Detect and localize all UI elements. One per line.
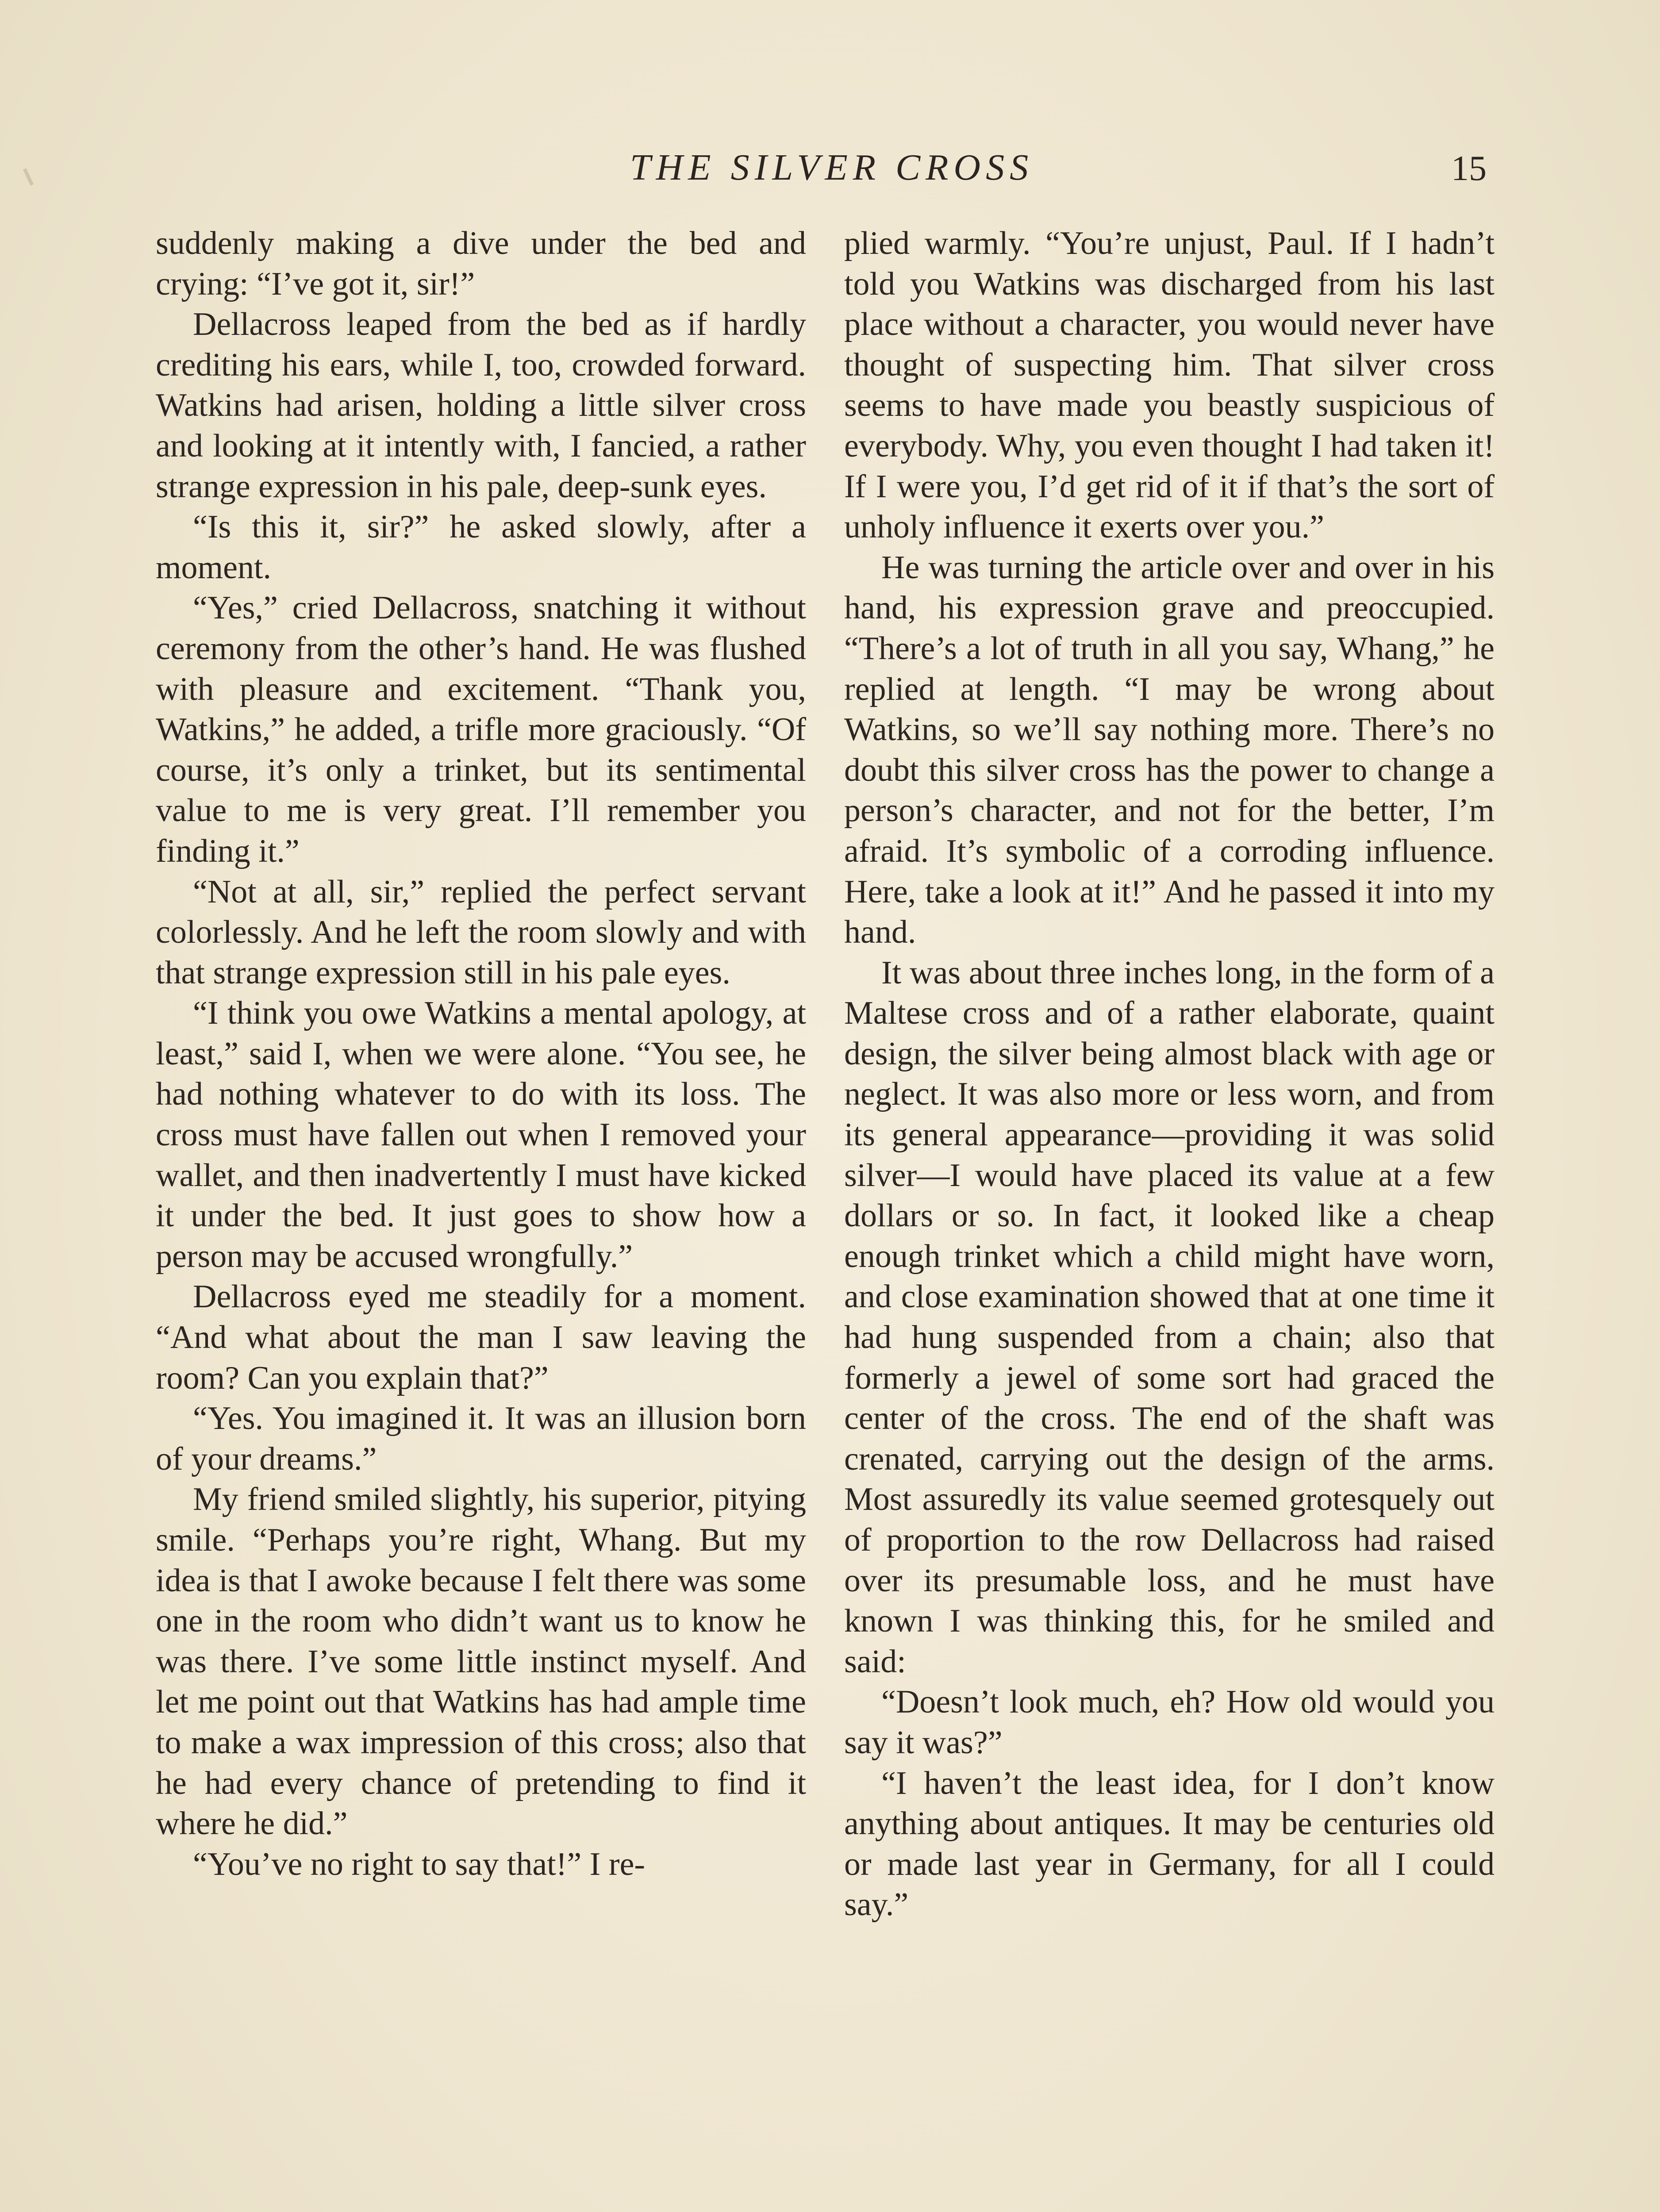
paragraph: plied warmly. “You’re unjust, Paul. If I hadn’t told you Watkins was discharged from his last place without a character, you would never have thought of suspecting him. That silver cross seems to have made you beastly suspicious of everybody. Why, you even thought I had taken it! If I were you, I’d get rid of it if that’s the sort of unholy influence it exerts over you.” [844, 225, 1495, 545]
left-column [156, 223, 806, 1885]
right-column [844, 223, 1495, 1925]
paragraph: He was turning the article over and over in his hand, his expression grave and preoccupied. “There’s a lot of truth in all you say, Whang,” he replied at length. “I may be wrong about Watkins, so we’ll say nothing more. There’s no doubt this silver cross has the power to change a person’s character, and not for the better, I’m afraid. It’s symbolic of a corroding influence. Here, take a look at it!” And he passed it into my hand. [844, 549, 1495, 951]
paragraph: “I think you owe Watkins a mental apology, at least,” said I, when we were alone. “You see, he had nothing whatever to do with its loss. The cross must have fallen out when I removed your wallet, and then inadvertently I must have kicked it under the bed. It just goes to show how a person may be accused wrongfully.” [156, 995, 806, 1275]
running-title: THE SILVER CROSS [630, 147, 1034, 188]
paragraph: Dellacross eyed me steadily for a moment. “And what about the man I saw leaving the room? Can you explain that?” [156, 1279, 806, 1396]
paragraph: “You’ve no right to say that!” I re- [193, 1846, 646, 1882]
paragraph: “Is this it, sir?” he asked slowly, after a moment. [156, 509, 806, 586]
paragraph: “I haven’t the least idea, for I don’t know anything about antiques. It may be centuries old or made last year in Germany, for all I could say.” [844, 1765, 1495, 1923]
paragraph: suddenly making a dive under the bed and crying: “I’ve got it, sir!” [156, 225, 806, 302]
paragraph: It was about three inches long, in the form of a Maltese cross and of a rather elaborate, quaint design, the silver being almost black with age or neglect. It was also more or less worn, and from its general appearance—providing it was solid silver—I would have placed its value at a few dollars or so. In fact, it looked like a cheap enough trinket which a child might have worn, and close examination showed that at one time it had hung suspended from a chain; also that formerly a jewel of some sort had graced the center of the cross. The end of the shaft was crenated, carrying out the design of the arms. Most assuredly its value seemed grotesquely out of proportion to the row Dellacross had raised over its presumable loss, and he must have known I was thinking this, for he smiled and said: [844, 954, 1495, 1680]
paragraph: My friend smiled slightly, his superior, pitying smile. “Perhaps you’re right, Whang. But my idea is that I awoke because I felt there was some one in the room who didn’t want us to know he was there. I’ve some little instinct myself. And let me point out that Watkins has had ample time to make a wax impression of this cross; also that he had every chance of pretending to find it where he did.” [156, 1481, 806, 1842]
paragraph: “Yes,” cried Dellacross, snatching it without ceremony from the other’s hand. He was flushed with pleasure and excitement. “Thank you, Watkins,” he added, a trifle more graciously. “Of course, it’s only a trinket, but its sentimental value to me is very great. I’ll remember you finding it.” [156, 590, 806, 869]
page-number: 15 [1451, 149, 1487, 188]
paragraph: “Yes. You imagined it. It was an illusion born of your dreams.” [156, 1400, 806, 1477]
paragraph: “Doesn’t look much, eh? How old would you say it was?” [844, 1684, 1495, 1761]
page-header [0, 146, 1660, 199]
paragraph: Dellacross leaped from the bed as if hardly crediting his ears, while I, too, crowded forward. Watkins had arisen, holding a little silver cross and looking at it intently with, I fancied, a rather strange expression in his pale, deep-sunk eyes. [156, 306, 806, 505]
paragraph: “Not at all, sir,” replied the perfect servant colorlessly. And he left the room slowly and with that strange expression still in his pale eyes. [156, 873, 806, 991]
